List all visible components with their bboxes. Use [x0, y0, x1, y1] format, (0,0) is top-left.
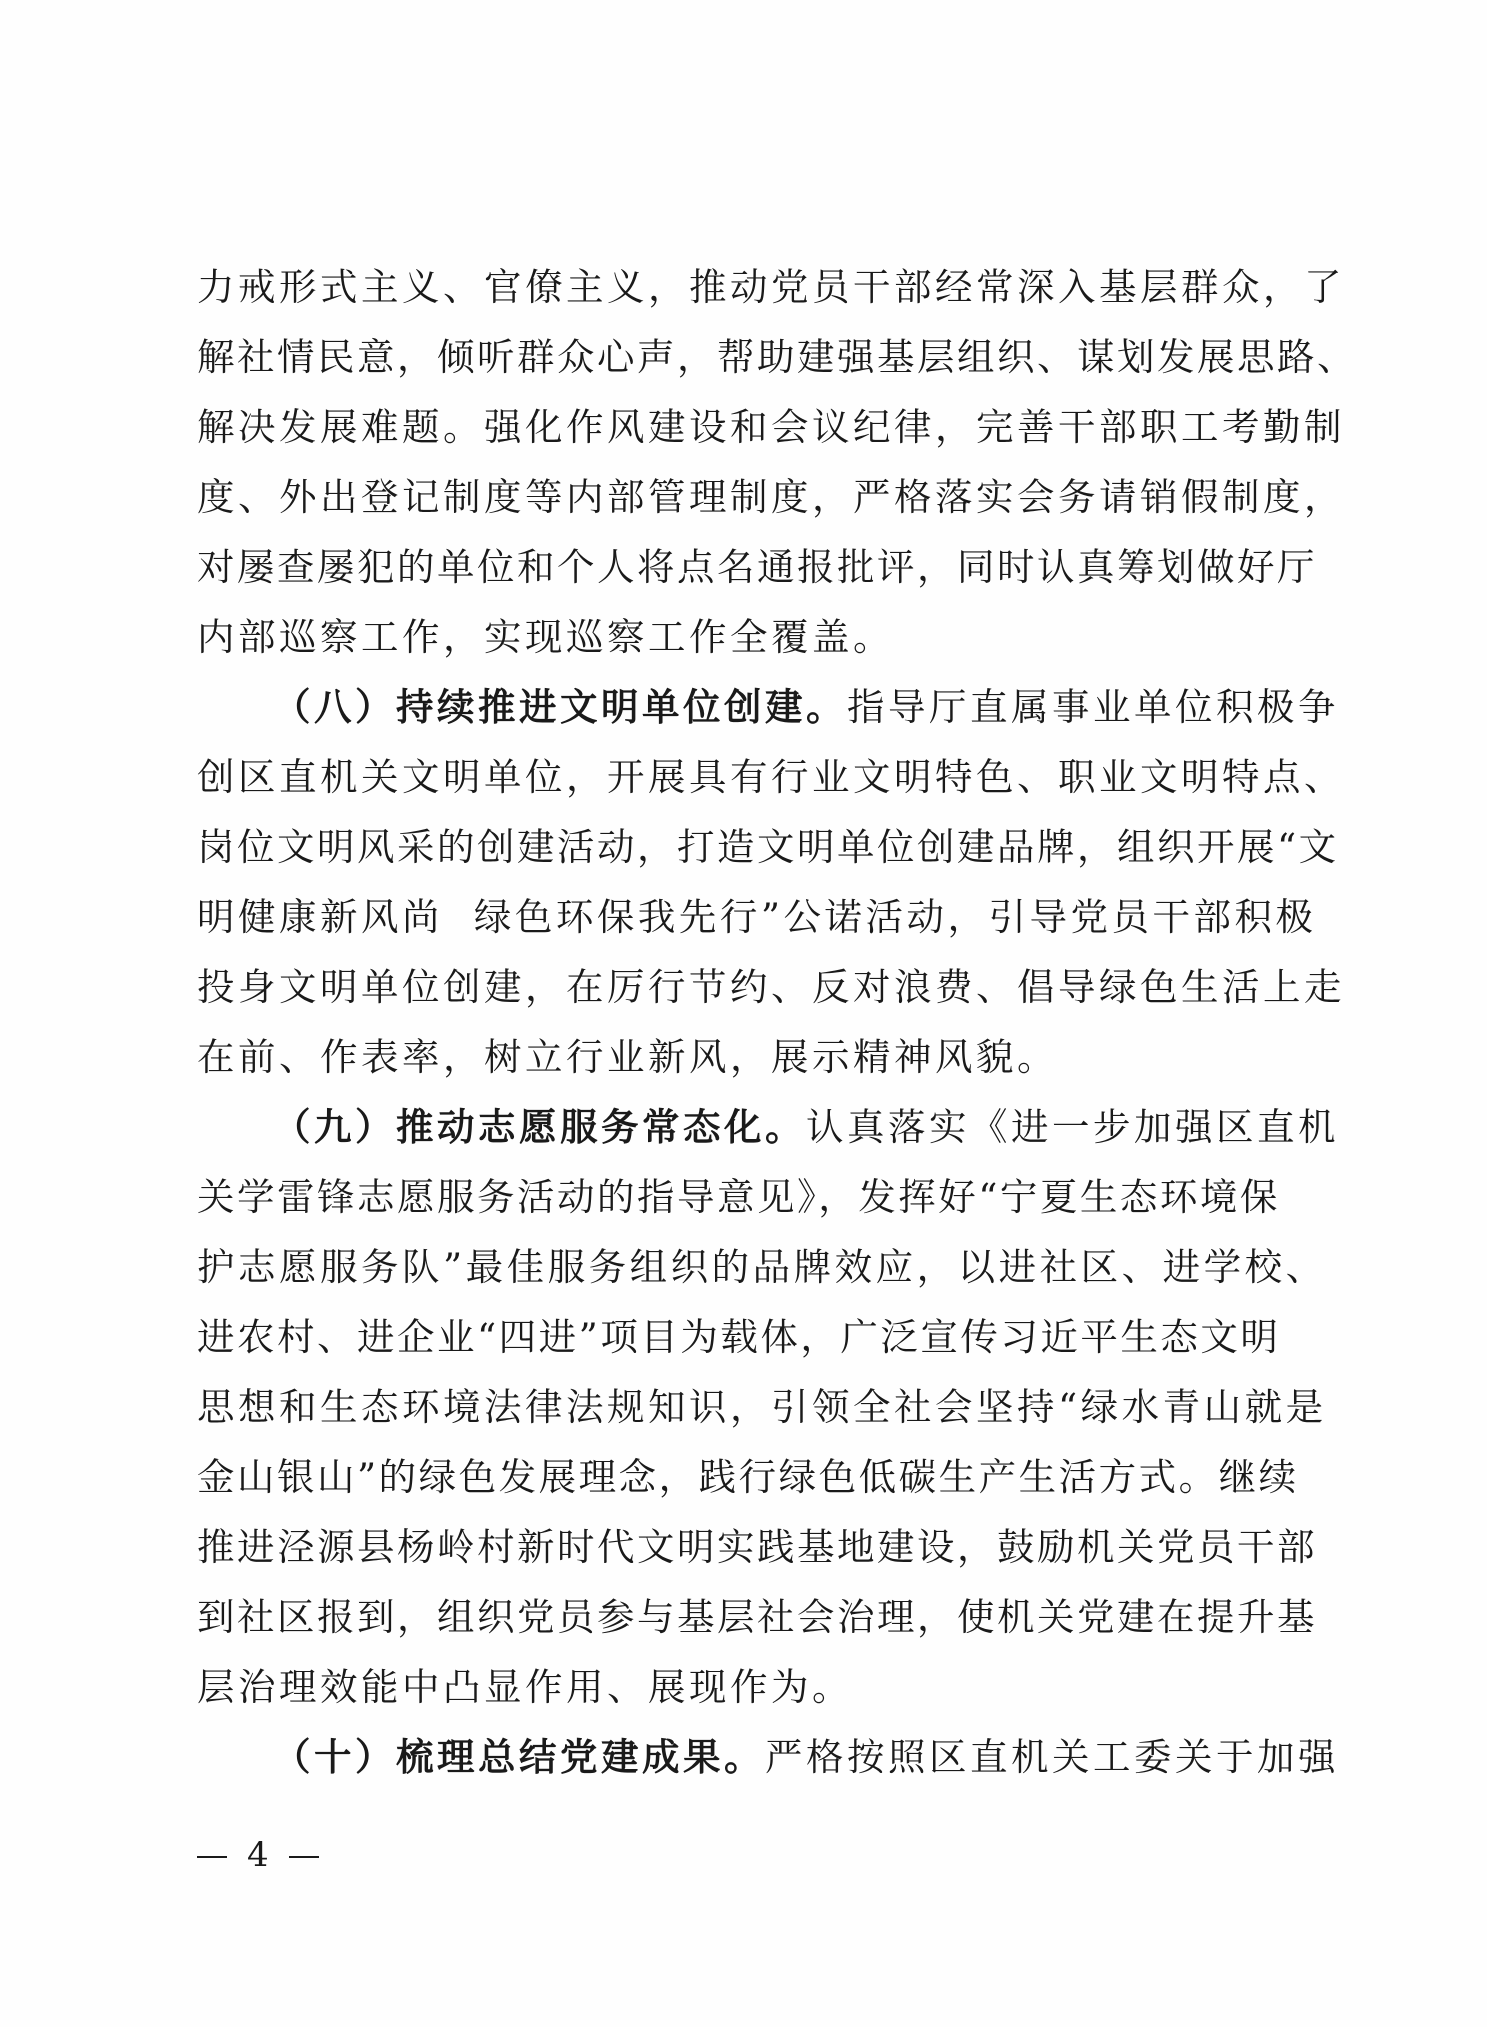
text-line: 岗位文明风采的创建活动，打造文明单位创建品牌，组织开展“文: [197, 825, 1339, 869]
text-line: 金山银山”的绿色发展理念，践行绿色低碳生产生活方式。继续: [197, 1455, 1299, 1499]
footer-dash-left: [197, 1856, 227, 1858]
text-line: 投身文明单位创建，在厉行节约、反对浪费、倡导绿色生活上走: [197, 965, 1345, 1009]
section-8-first-line: [197, 672, 1339, 742]
section-9-first-line: [197, 1092, 1339, 1162]
footer-dash-right: [289, 1856, 319, 1858]
text-line: 对屡查屡犯的单位和个人将点名通报批评，同时认真筹划做好厅: [197, 545, 1317, 589]
document-body: [197, 252, 1357, 1792]
text-line: 护志愿服务队”最佳服务组织的品牌效应，以进社区、进学校、: [197, 1245, 1327, 1289]
text-line: 层治理效能中凸显作用、展现作为。: [197, 1665, 853, 1709]
text-line: 力戒形式主义、官僚主义，推动党员干部经常深入基层群众，了: [197, 265, 1345, 309]
page-footer: [197, 1830, 319, 1880]
text-line: 在前、作表率，树立行业新风，展示精神风貌。: [197, 1035, 1058, 1079]
section-10-first-line-text: 严格按照区直机关工委关于加强: [765, 1735, 1339, 1779]
section-9-heading: （九）推动志愿服务常态化。: [273, 1105, 806, 1149]
section-10-first-line: [197, 1722, 1339, 1792]
section-8-heading: （八）持续推进文明单位创建。: [273, 685, 847, 729]
text-line: 进农村、进企业“四进”项目为载体，广泛宣传习近平生态文明: [197, 1315, 1281, 1359]
text-line: 思想和生态环境法律法规知识，引领全社会坚持“绿水青山就是: [197, 1385, 1327, 1429]
text-line: 内部巡察工作，实现巡察工作全覆盖。: [197, 615, 894, 659]
text-line: 解决发展难题。强化作风建设和会议纪律，完善干部职工考勤制: [197, 405, 1345, 449]
section-8-first-line-text: 指导厅直属事业单位积极争: [847, 685, 1339, 729]
section-10-heading: （十）梳理总结党建成果。: [273, 1735, 765, 1779]
text-line: 明健康新风尚 绿色环保我先行”公诺活动，引导党员干部积极: [197, 895, 1317, 939]
text-line: 度、外出登记制度等内部管理制度，严格落实会务请销假制度，: [197, 475, 1345, 519]
page-number: 4: [247, 1835, 269, 1875]
text-line: 解社情民意，倾听群众心声，帮助建强基层组织、谋划发展思路、: [197, 335, 1357, 379]
text-line: 推进泾源县杨岭村新时代文明实践基地建设，鼓励机关党员干部: [197, 1525, 1317, 1569]
section-9-first-line-text: 认真落实《进一步加强区直机: [806, 1105, 1339, 1149]
text-line: 到社区报到，组织党员参与基层社会治理，使机关党建在提升基: [197, 1595, 1317, 1639]
text-line: 关学雷锋志愿服务活动的指导意见》，发挥好“宁夏生态环境保: [197, 1175, 1280, 1219]
text-line: 创区直机关文明单位，开展具有行业文明特色、职业文明特点、: [197, 755, 1345, 799]
